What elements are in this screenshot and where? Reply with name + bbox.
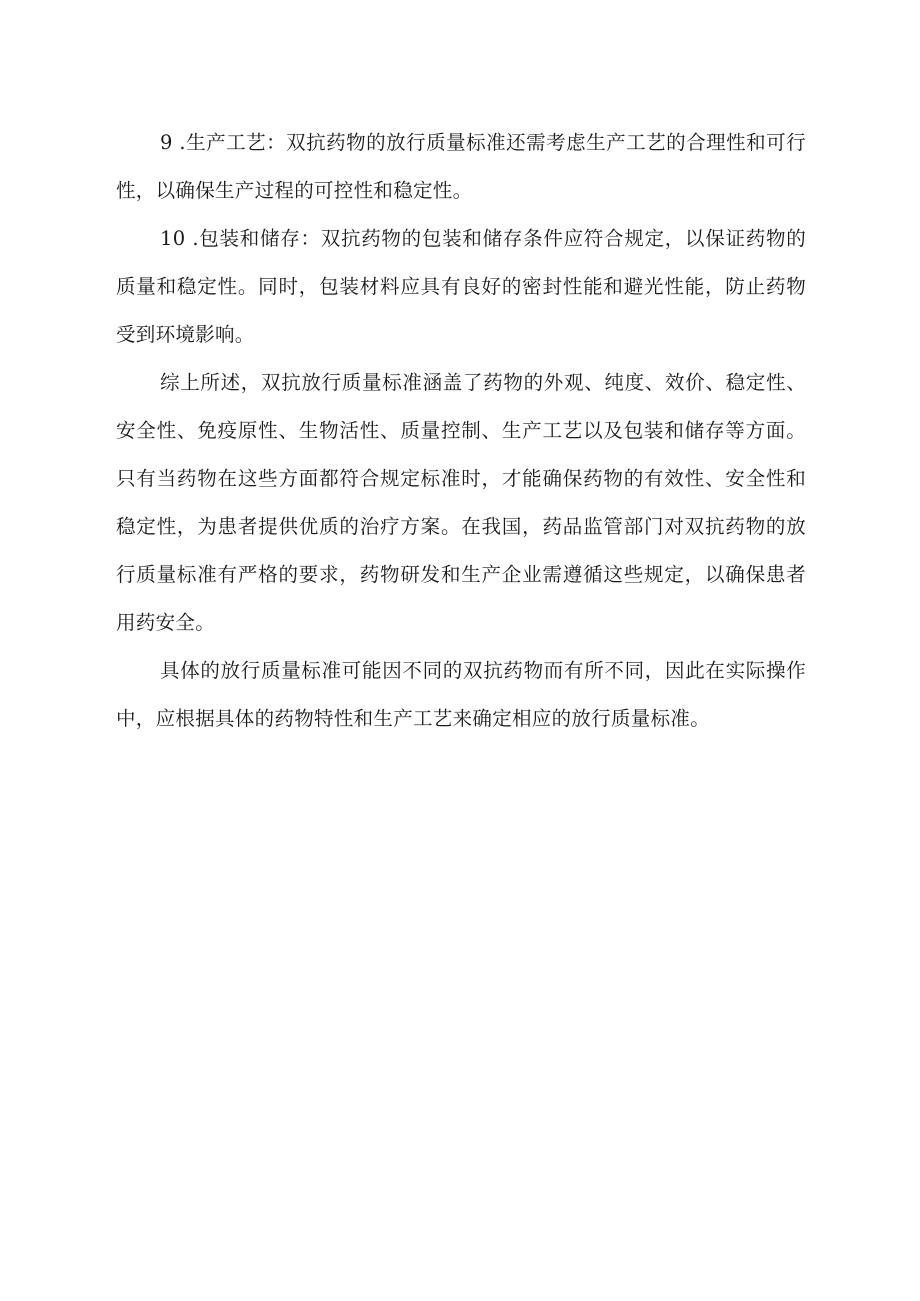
- paragraph-production-process: 9 .生产工艺：双抗药物的放行质量标准还需考虑生产工艺的合理性和可行性，以确保生产过程的可控性和稳定性。: [116, 131, 806, 202]
- paragraph-packaging-storage: 10 .包装和储存：双抗药物的包装和储存条件应符合规定，以保证药物的质量和稳定性。同时，包装材料应具有良好的密封性能和避光性能，防止药物受到环境影响。: [116, 227, 806, 346]
- paragraph-conclusion: 具体的放行质量标准可能因不同的双抗药物而有所不同，因此在实际操作中，应根据具体的药物特性和生产工艺来确定相应的放行质量标准。: [116, 659, 806, 730]
- paragraph-summary: 综上所述，双抗放行质量标准涵盖了药物的外观、纯度、效价、稳定性、安全性、免疫原性、生物活性、质量控制、生产工艺以及包装和储存等方面。只有当药物在这些方面都符合规定标准时，才能确保药物的有效性、安全性和稳定性，为患者提供优质的治疗方案。在我国，药品监管部门对双抗药物的放行质量标准有严格的要求，药物研发和生产企业需遵循这些规定，以确保患者用药安全。: [116, 371, 806, 634]
